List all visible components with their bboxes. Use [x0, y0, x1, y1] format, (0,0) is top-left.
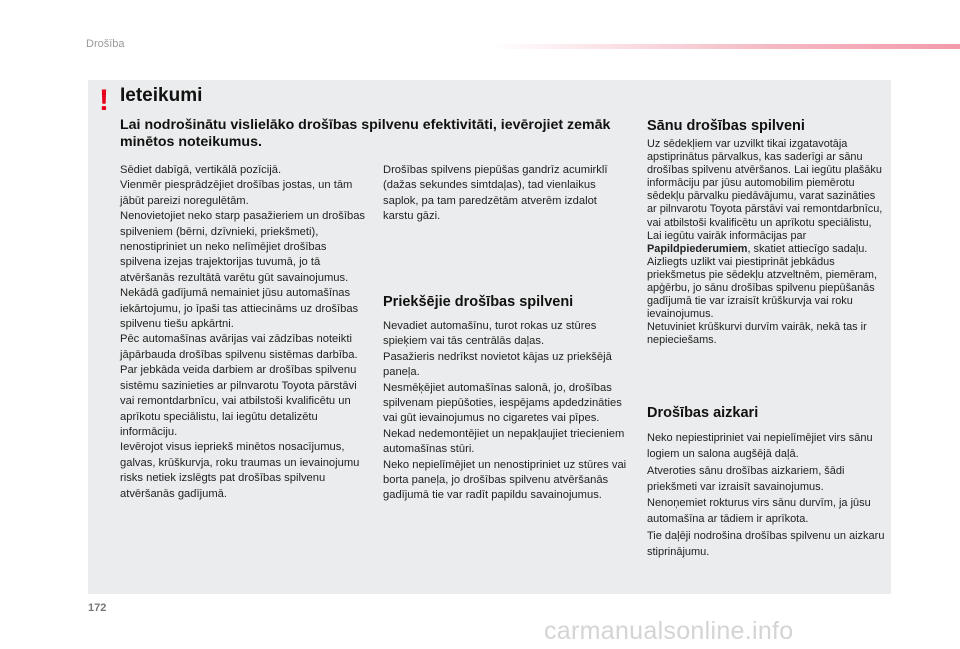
- paragraph: Pēc automašīnas avārijas vai zādzības noteikti jāpārbauda drošības spilvenu sistēmas darbība.: [120, 333, 358, 361]
- paragraph: Atveroties sānu drošības aizkariem, šādi priekšmeti var izraisīt savainojumus.: [647, 464, 845, 493]
- watermark: carmanualsonline.info: [544, 617, 794, 645]
- column-curtain-airbags: [647, 430, 887, 560]
- paragraph: Tie daļēji nodrošina drošības spilvenu un aizkaru stiprinājumu.: [647, 529, 885, 559]
- lead-text: Lai nodrošinātu vislielāko drošības spilvenu efektivitāti, ievērojiet zemāk minētos noteikumus.: [120, 117, 611, 150]
- paragraph: Drošības spilvens piepūšas gandrīz acumirklī (dažas sekundes simtdaļas), tad vienlaikus saplok, pa tam paredzētām atverēm izdalot karstu gāzi.: [383, 164, 608, 223]
- paragraph: Uz sēdekļiem var uzvilkt tikai izgatavotāja apstiprinātus pārvalkus, kas saderīgi ar sānu drošības spilvenu atvēršanos. Lai iegūtu plašāku informāciju par jūsu automobilim piemērotu sēdekļu pārvalku piedāvājumu, varat sazināties ar pilnvarotu Toyota pārstāvi vai remontdarbnīcu, vai atbilstoši kvalificētu un aprīkotu speciālistu,: [647, 138, 883, 229]
- side-airbags-heading: Sānu drošības spilveni: [647, 118, 805, 134]
- paragraph: Netuviniet krūškurvi durvīm vairāk, nekā tas ir nepieciešams.: [647, 321, 867, 347]
- paragraph: Neko nepielīmējiet un nenostipriniet uz stūres vai borta paneļa, jo drošības spilvenu atvēršanās gadījumā tie var radīt papildu savainojumus.: [383, 458, 627, 502]
- paragraph: Ievērojot visus iepriekš minētos nosacījumus, galvas, krūškurvja, roku traumas un ievainojumu risks netiek izslēgts pat drošības spilvenu atvēršanās gadījumā.: [120, 441, 360, 500]
- column-general: [120, 163, 370, 502]
- text-run: Lai iegūtu vairāk informācijas par: [647, 229, 807, 242]
- front-airbags-heading: Priekšējie drošības spilveni: [383, 294, 574, 310]
- box-title: Ieteikumi: [120, 85, 203, 106]
- curtain-airbags-heading: Drošības aizkari: [647, 405, 759, 421]
- text-run: , skatiet attiecīgo sadaļu.: [747, 242, 868, 255]
- paragraph: [647, 230, 887, 256]
- page-number: 172: [88, 602, 107, 614]
- accessories-link-text: Papildpiederumiem: [647, 242, 748, 255]
- column-front-airbags: [383, 319, 628, 504]
- paragraph: Neko nepiestipriniet vai nepielīmējiet virs sānu logiem un salona augšējā daļā.: [647, 432, 873, 461]
- paragraph: Nesmēķējiet automašīnas salonā, jo, drošības spilvenam piepūšoties, iespējams apdedzināties vai gūt ievainojumus no cigaretes vai pīpes.: [383, 381, 622, 425]
- paragraph: Pasažieris nedrīkst novietot kājas uz priekšējā paneļa.: [383, 350, 612, 379]
- paragraph: Nekādā gadījumā nemainiet jūsu automašīnas iekārtojumu, jo īpaši tas attiecināms uz drošības spilvenu tiešu apkārtni.: [120, 287, 359, 331]
- column-inflation: [383, 163, 628, 225]
- paragraph: Par jebkāda veida darbiem ar drošības spilvenu sistēmu sazinieties ar pilnvarotu Toyota pārstāvi vai remontdarbnīcu, vai atbilstoši kvalificētu un aprīkotu speciālistu, lai iegūtu detalizētu informāciju.: [120, 364, 357, 438]
- paragraph: Nevadiet automašīnu, turot rokas uz stūres spieķiem vai tās centrālās daļas.: [383, 320, 597, 348]
- paragraph: Sēdiet dabīgā, vertikālā pozīcijā.: [120, 164, 282, 176]
- header-accent-bar: [490, 44, 960, 49]
- paragraph: Nekad nedemontējiet un nepakļaujiet triecieniem automašīnas stūri.: [383, 427, 625, 456]
- paragraph: Nenoņemiet rokturus virs sānu durvīm, ja jūsu automašīna ar tādiem ir aprīkota.: [647, 497, 871, 526]
- warning-icon: !: [99, 84, 109, 117]
- paragraph: Nenovietojiet neko starp pasažieriem un drošības spilveniem (bērni, dzīvnieki, priekšmeti), nenostipriniet un neko nelīmējiet drošības spilvena izejas trajektorijas tuvumā, jo tā atvēršanās rezultātā varētu gūt savainojumus.: [120, 210, 366, 284]
- paragraph: Aizliegts uzlikt vai piestiprināt jebkādus priekšmetus pie sēdekļu atzveltnēm, piemēram, apģērbu, jo sānu drošības spilvenu piepūšanās gadījumā tie var izraisīt krūškurvja vai roku ievainojumus.: [647, 255, 878, 321]
- column-side-airbags: [647, 138, 887, 348]
- paragraph: Vienmēr piesprādzējiet drošības jostas, un tām jābūt pareizi noregulētām.: [120, 179, 353, 207]
- section-label: Drošība: [86, 38, 125, 50]
